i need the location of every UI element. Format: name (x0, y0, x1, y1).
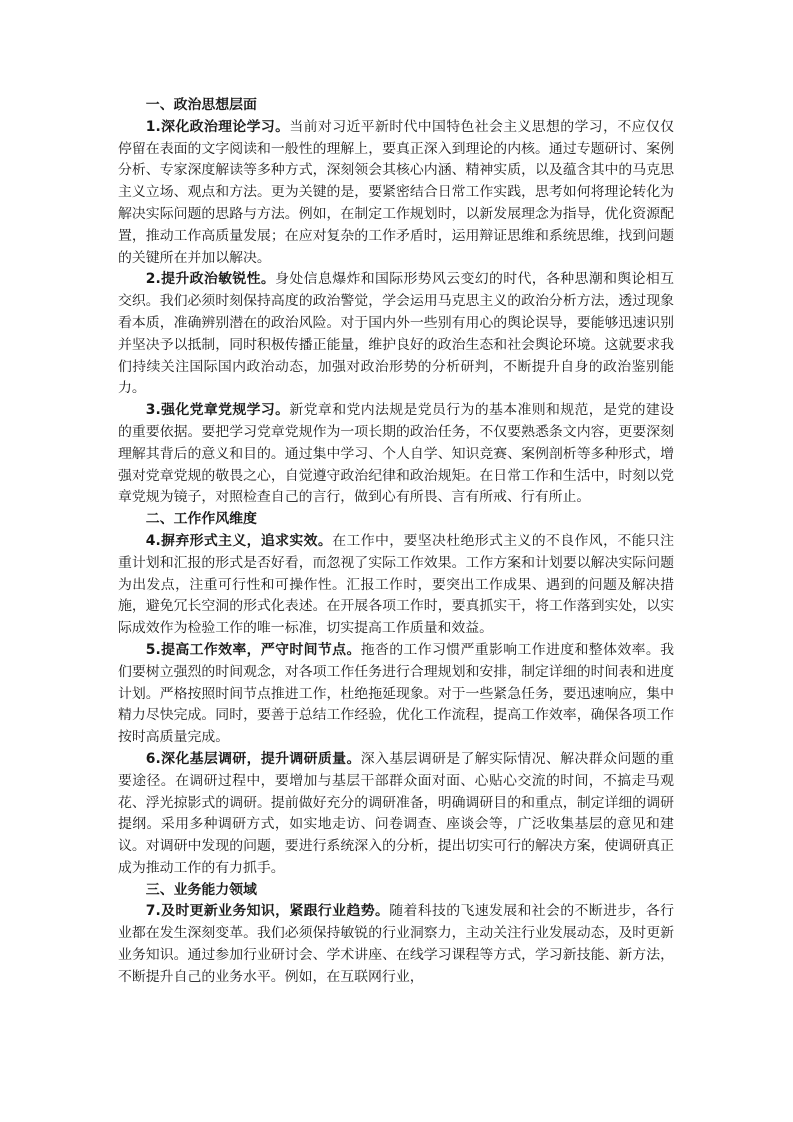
paragraph-lead: 5.提高工作效率，严守时间节点。 (145, 641, 361, 658)
paragraph-5 (118, 640, 674, 749)
paragraph-lead: 1.深化政治理论学习。 (145, 118, 290, 135)
document-body (118, 95, 674, 989)
section-heading-3: 三、业务能力领域 (145, 881, 257, 898)
paragraph-text: 随着科技的飞速发展和社会的不断进步，各行业都在发生深刻变革。我们必须保持敏锐的行业洞察力，主动关注行业发展动态，及时更新业务知识。通过参加行业研讨会、学术讲座、在线学习课程等方式，学习新技能、新方法，不断提升自己的业务水平。例如，在互联网行业， (118, 903, 674, 985)
paragraph-4 (118, 531, 674, 640)
paragraph-1 (118, 117, 674, 270)
paragraph-3 (118, 400, 674, 509)
paragraph-2 (118, 269, 674, 400)
section-heading-1: 一、政治思想层面 (145, 97, 257, 113)
paragraph-lead: 3.强化党章党规学习。 (145, 402, 290, 419)
section-heading-2: 二、工作作风维度 (145, 511, 257, 528)
paragraph-text: 当前对习近平新时代中国特色社会主义思想的学习，不应仅仅停留在表面的文字阅读和一般性的理解上，要真正深入到理论的内核。通过专题研讨、案例分析、专家深度解读等多种方式，深刻领会其核心内涵、精神实质，以及蕴含其中的马克思主义立场、观点和方法。更为关键的是，要紧密结合日常工作实践，思考如何将理论转化为解决实际问题的思路与方法。例如，在制定工作规划时，以新发展理念为指导，优化资源配置，推动工作高质量发展；在应对复杂的工作矛盾时，运用辩证思维和系统思维，找到问题的关键所在并加以解决。 (118, 118, 674, 266)
paragraph-lead: 4.摒弃形式主义，追求实效。 (145, 532, 333, 549)
paragraph-7 (118, 901, 674, 988)
paragraph-lead: 2.提升政治敏锐性。 (145, 271, 276, 288)
paragraph-text: 身处信息爆炸和国际形势风云变幻的时代，各种思潮和舆论相互交织。我们必须时刻保持高度的政治警觉，学会运用马克思主义的政治分析方法，透过现象看本质，准确辨别潜在的政治风险。对于国内外一些别有用心的舆论误导，要能够迅速识别并坚决予以抵制，同时积极传播正能量，维护良好的政治生态和社会舆论环境。这就要求我们持续关注国际国内政治动态，加强对政治形势的分析研判，不断提升自身的政治鉴别能力。 (118, 271, 674, 397)
paragraph-text: 拖沓的工作习惯严重影响工作进度和整体效率。我们要树立强烈的时间观念，对各项工作任务进行合理规划和安排，制定详细的时间表和进度计划。严格按照时间节点推进工作，杜绝拖延现象。对于一些紧急任务，要迅速响应，集中精力尽快完成。同时，要善于总结工作经验，优化工作流程，提高工作效率，确保各项工作按时高质量完成。 (118, 641, 674, 746)
paragraph-text: 在工作中，要坚决杜绝形式主义的不良作风，不能只注重计划和汇报的形式是否好看，而忽视了实际工作效果。工作方案和计划要以解决实际问题为出发点，注重可行性和可操作性。汇报工作时，要突出工作成果、遇到的问题及解决措施，避免冗长空洞的形式化表述。在开展各项工作时，要真抓实干，将工作落到实处，以实际成效作为检验工作的唯一标准，切实提高工作质量和效益。 (118, 532, 674, 637)
paragraph-lead: 6.深化基层调研，提升调研质量。 (145, 750, 361, 767)
paragraph-text: 新党章和党内法规是党员行为的基本准则和规范，是党的建设的重要依据。要把学习党章党规作为一项长期的政治任务，不仅要熟悉条文内容，更要深刻理解其背后的意义和目的。通过集中学习、个人自学、知识竞赛、案例剖析等多种形式，增强对党章党规的敬畏之心，自觉遵守政治纪律和政治规矩。在日常工作和生活中，时刻以党章党规为镜子，对照检查自己的言行，做到心有所畏、言有所戒、行有所止。 (118, 402, 674, 506)
paragraph-lead: 7.及时更新业务知识，紧跟行业趋势。 (145, 903, 390, 920)
paragraph-6 (118, 749, 674, 880)
paragraph-text: 深入基层调研是了解实际情况、解决群众问题的重要途径。在调研过程中，要增加与基层干部群众面对面、心贴心交流的时间，不搞走马观花、浮光掠影式的调研。提前做好充分的调研准备，明确调研目的和重点，制定详细的调研提纲。采用多种调研方式，如实地走访、问卷调查、座谈会等，广泛收集基层的意见和建议。对调研中发现的问题，要进行系统深入的分析，提出切实可行的解决方案，使调研真正成为推动工作的有力抓手。 (118, 750, 674, 876)
